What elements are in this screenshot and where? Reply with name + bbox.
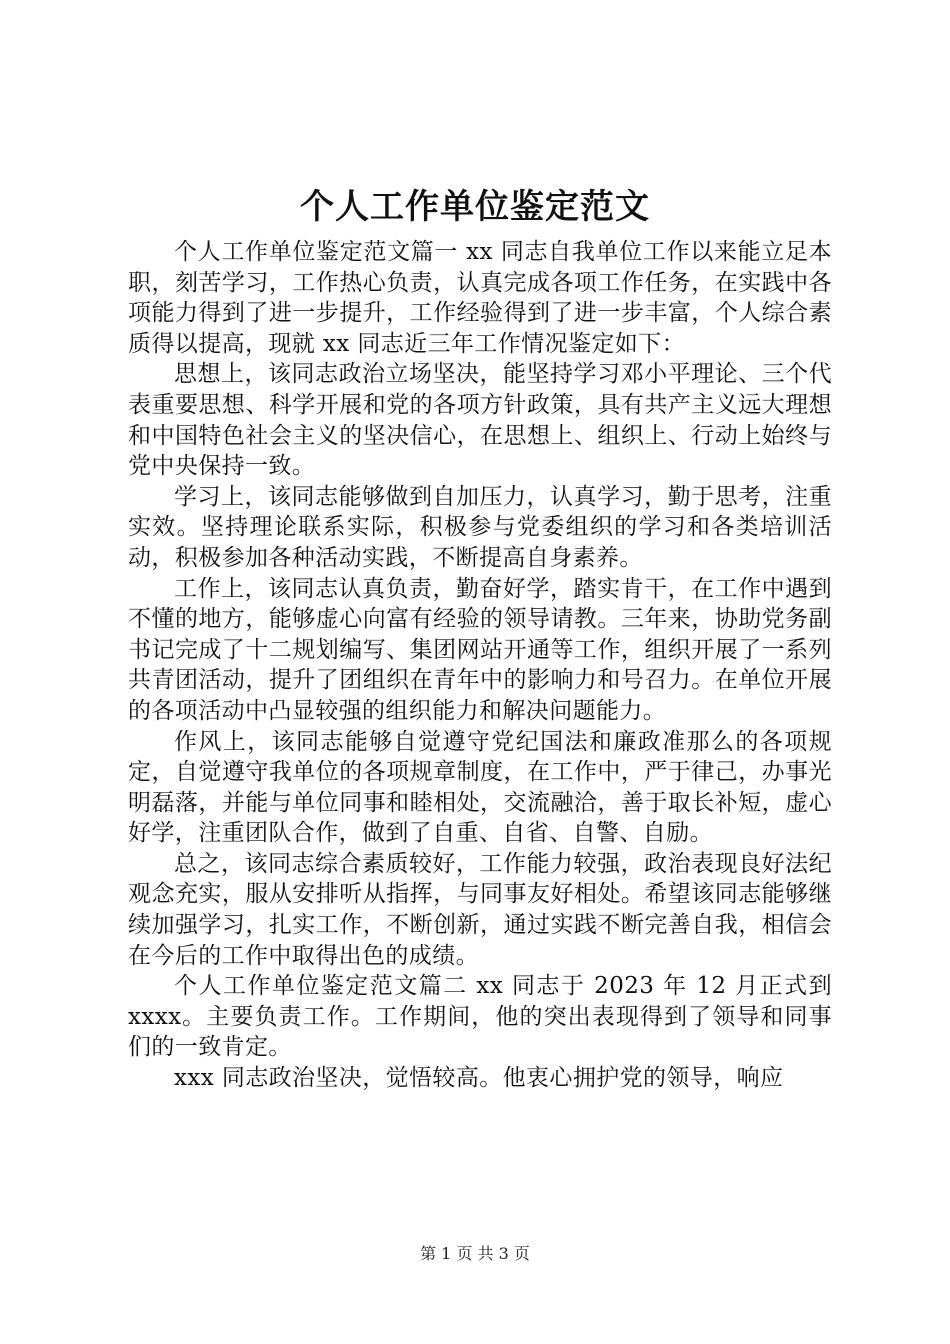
paragraph-sample-two: 个人工作单位鉴定范文篇二 xx 同志于 2023 年 12 月正式到 xxxx。主要负责工作。工作期间，他的突出表现得到了领导和同事们的一致肯定。	[128, 973, 832, 1061]
document-title: 个人工作单位鉴定范文	[300, 187, 650, 227]
paragraph-work: 工作上，该同志认真负责，勤奋好学，踏实肯干，在工作中遇到不懂的地方，能够虚心向富有经验的领导请教。三年来，协助党务副书记完成了十二规划编写、集团网站开通等工作，组织开展了一系列共青团活动，提升了团组织在青年中的影响力和号召力。在单位开展的各项活动中凸显较强的组织能力和解决问题能力。	[128, 575, 832, 724]
paragraph-summary: 总之，该同志综合素质较好，工作能力较强，政治表现良好法纪观念充实，服从安排听从指挥，与同事友好相处。希望该同志能够继续加强学习，扎实工作，不断创新，通过实践不断完善自我，相信会在今后的工作中取得出色的成绩。	[128, 850, 832, 969]
paragraph-intro: 个人工作单位鉴定范文篇一 xx 同志自我单位工作以来能立足本职，刻苦学习，工作热心负责，认真完成各项工作任务，在实践中各项能力得到了进一步提升，工作经验得到了进一步丰富，个人综合素质得以提高，现就 xx 同志近三年工作情况鉴定如下：	[128, 239, 832, 357]
paragraph-ideology: 思想上，该同志政治立场坚决，能坚持学习邓小平理论、三个代表重要思想、科学开展和党的各项方针政策，具有共产主义远大理想和中国特色社会主义的坚决信心，在思想上、组织上、行动上始终与党中央保持一致。	[128, 361, 832, 480]
paragraph-study: 学习上，该同志能够做到自加压力，认真学习，勤于思考，注重实效。坚持理论联系实际，积极参与党委组织的学习和各类培训活动，积极参加各种活动实践，不断提高自身素养。	[128, 483, 832, 571]
page-footer: 第 1 页 共 3 页	[420, 1244, 530, 1263]
paragraph-conduct: 作风上，该同志能够自觉遵守党纪国法和廉政准那么的各项规定，自觉遵守我单位的各项规章制度，在工作中，严于律己，办事光明磊落，并能与单位同事和睦相处，交流融洽，善于取长补短，虚心好学，注重团队合作，做到了自重、自省、自警、自励。	[128, 728, 832, 847]
paragraph-politics: xxx 同志政治坚决，觉悟较高。他衷心拥护党的领导，响应	[174, 1065, 784, 1092]
document-body	[128, 237, 832, 1094]
